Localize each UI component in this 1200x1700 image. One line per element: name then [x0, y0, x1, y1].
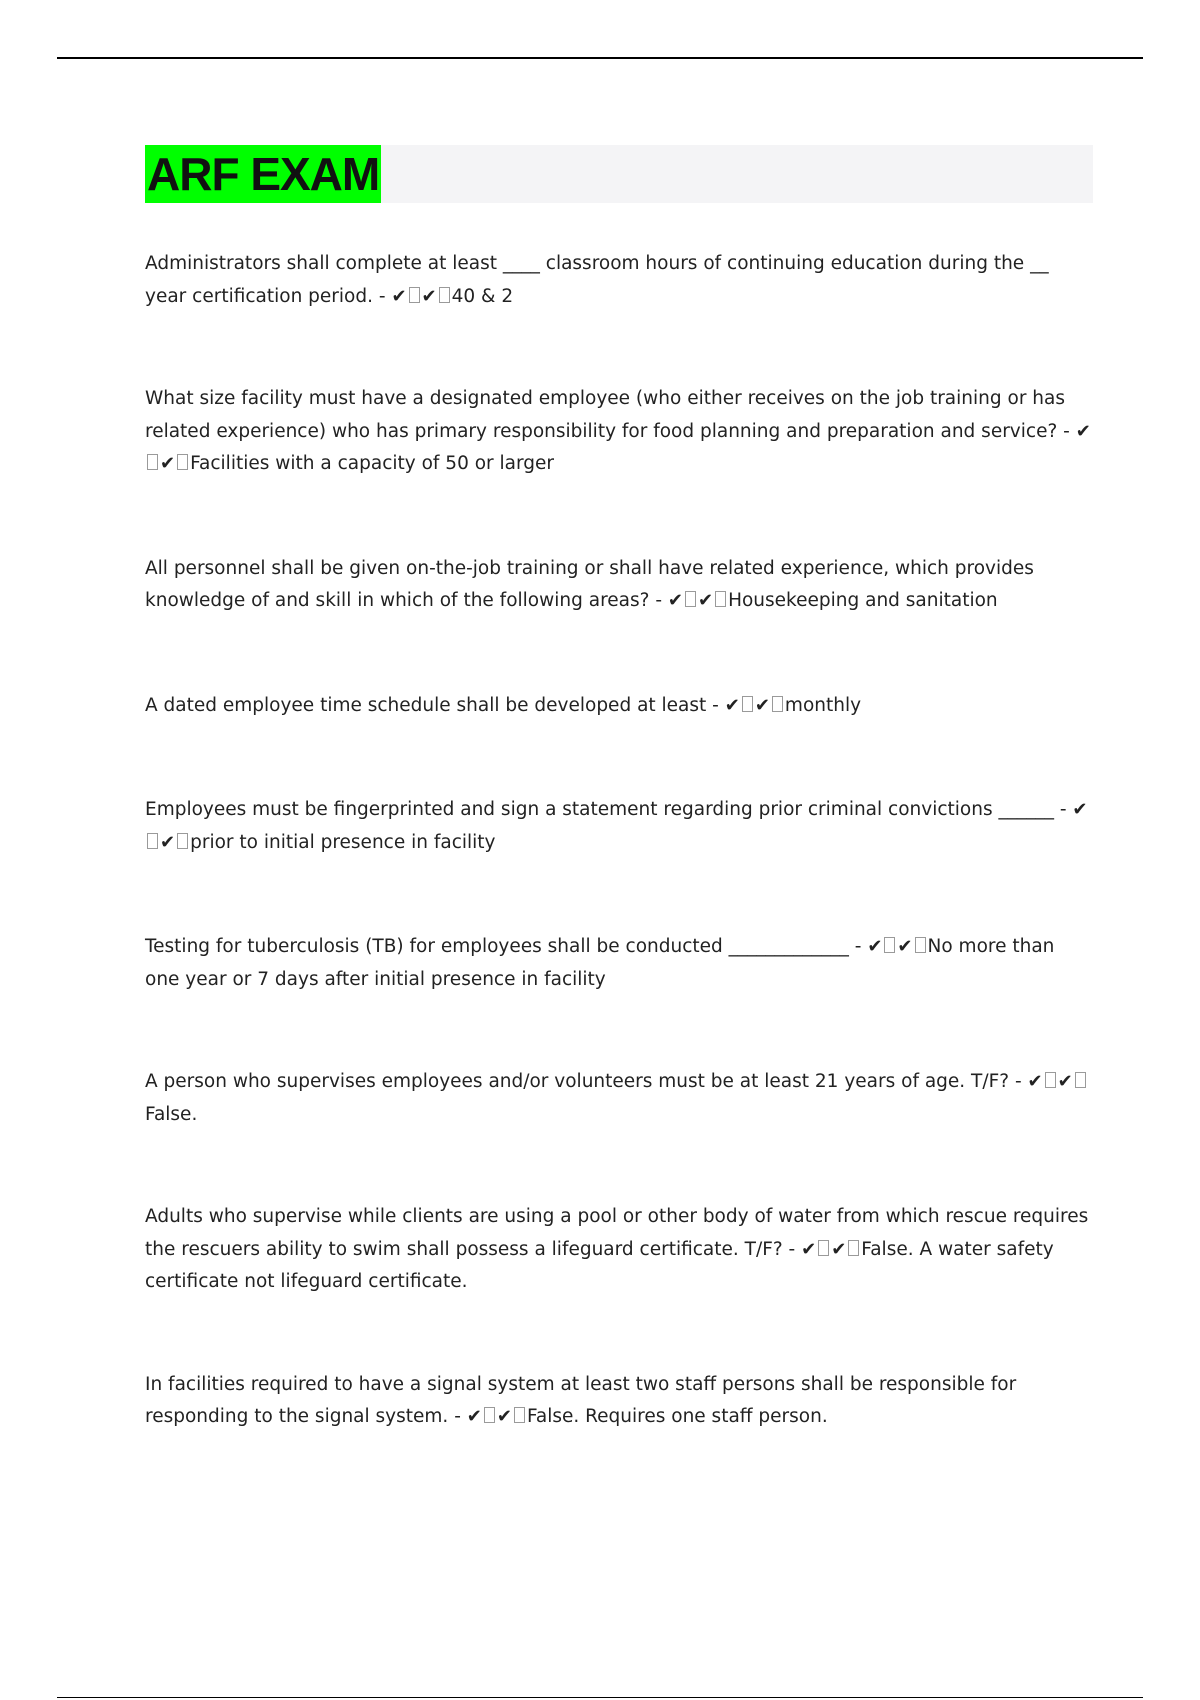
- separator: -: [706, 694, 725, 716]
- missing-glyph-box-icon: [742, 696, 753, 712]
- answer-text: 40 & 2: [451, 285, 514, 307]
- missing-glyph-box-icon: [147, 454, 158, 470]
- separator: -: [649, 590, 668, 611]
- check-mark-icon: ✔: [754, 694, 770, 716]
- answer-text: False. A water safety certificate not lifeguard certificate.: [145, 1238, 1054, 1292]
- missing-glyph-box-icon: [177, 454, 188, 470]
- qa-item-7: [145, 1066, 1091, 1131]
- qa-item-1: [145, 248, 1091, 313]
- answer-text: Housekeeping and sanitation: [728, 590, 998, 611]
- missing-glyph-box-icon: [439, 287, 450, 303]
- question-text: What size facility must have a designated employee (who either receives on the job training or has related experience) who has primary responsibility for food planning and preparation and service?: [145, 388, 1066, 442]
- footer-rule: [57, 1697, 1143, 1698]
- qa-item-8: [145, 1201, 1091, 1299]
- missing-glyph-box-icon: [884, 937, 895, 953]
- check-mark-icon: ✔: [724, 694, 740, 716]
- check-mark-icon: ✔: [667, 590, 683, 611]
- missing-glyph-box-icon: [147, 833, 158, 849]
- separator: -: [1009, 1071, 1028, 1092]
- qa-item-6: [145, 931, 1091, 996]
- missing-glyph-box-icon: [715, 591, 726, 607]
- question-text: A person who supervises employees and/or volunteers must be at least 21 years of age. T/F?: [145, 1071, 1010, 1092]
- check-mark-icon: ✔: [897, 936, 913, 957]
- qa-item-4: [145, 690, 1091, 723]
- check-mark-icon: ✔: [1057, 1071, 1073, 1092]
- missing-glyph-box-icon: [848, 1240, 859, 1256]
- missing-glyph-box-icon: [915, 937, 926, 953]
- answer-text: No more than one year or 7 days after initial presence in facility: [145, 936, 1055, 990]
- missing-glyph-box-icon: [177, 833, 188, 849]
- answer-text: False. Requires one staff person.: [526, 1406, 828, 1427]
- qa-item-9: [145, 1369, 1091, 1434]
- check-mark-icon: ✔: [421, 285, 437, 307]
- separator: -: [448, 1406, 467, 1427]
- check-mark-icon: ✔: [831, 1238, 847, 1260]
- document-title: ARF EXAM: [145, 145, 381, 203]
- missing-glyph-box-icon: [1075, 1072, 1086, 1088]
- question-text: Administrators shall complete at least ____ classroom hours of continuing education during the __ year certification period.: [145, 253, 1049, 307]
- qa-list: [145, 248, 1091, 1434]
- missing-glyph-box-icon: [772, 696, 783, 712]
- check-mark-icon: ✔: [496, 1406, 512, 1427]
- qa-item-3: [145, 553, 1091, 618]
- missing-glyph-box-icon: [818, 1240, 829, 1256]
- separator: -: [373, 285, 392, 307]
- question-text: A dated employee time schedule shall be developed at least: [145, 694, 707, 716]
- check-mark-icon: ✔: [1075, 420, 1091, 442]
- separator: -: [1053, 799, 1073, 820]
- check-mark-icon: ✔: [1027, 1071, 1043, 1092]
- qa-item-2: [145, 383, 1091, 481]
- question-text: All personnel shall be given on-the-job training or shall have related experience, which provides knowledge of and skill in which of the following areas?: [145, 557, 1034, 611]
- separator: -: [782, 1238, 802, 1260]
- missing-glyph-box-icon: [1045, 1072, 1056, 1088]
- missing-glyph-box-icon: [514, 1407, 525, 1423]
- qa-item-5: [145, 794, 1091, 859]
- question-text: In facilities required to have a signal system at least two staff persons shall be responsible for responding to the signal system.: [145, 1373, 1017, 1427]
- header-rule: [57, 57, 1143, 59]
- question-text: Testing for tuberculosis (TB) for employees shall be conducted _____________: [145, 936, 849, 957]
- missing-glyph-box-icon: [409, 287, 420, 303]
- check-mark-icon: ✔: [1072, 799, 1088, 820]
- answer-text: Facilities with a capacity of 50 or larger: [190, 453, 555, 474]
- check-mark-icon: ✔: [867, 936, 883, 957]
- answer-text: False.: [145, 1103, 198, 1125]
- check-mark-icon: ✔: [697, 590, 714, 611]
- answer-text: prior to initial presence in facility: [190, 831, 496, 853]
- separator: -: [1057, 420, 1076, 442]
- missing-glyph-box-icon: [484, 1407, 495, 1423]
- separator: -: [848, 936, 868, 957]
- check-mark-icon: ✔: [391, 285, 407, 307]
- question-text: Employees must be fingerprinted and sign a statement regarding prior criminal convictions ______: [145, 799, 1054, 820]
- check-mark-icon: ✔: [160, 831, 176, 853]
- check-mark-icon: ✔: [466, 1406, 482, 1427]
- question-text: Adults who supervise while clients are using a pool or other body of water from which rescue requires the rescuers ability to swim shall possess a lifeguard certificate. T/F?: [145, 1206, 1089, 1260]
- missing-glyph-box-icon: [685, 591, 696, 607]
- check-mark-icon: ✔: [801, 1238, 817, 1260]
- answer-text: monthly: [784, 694, 862, 716]
- check-mark-icon: ✔: [160, 453, 176, 474]
